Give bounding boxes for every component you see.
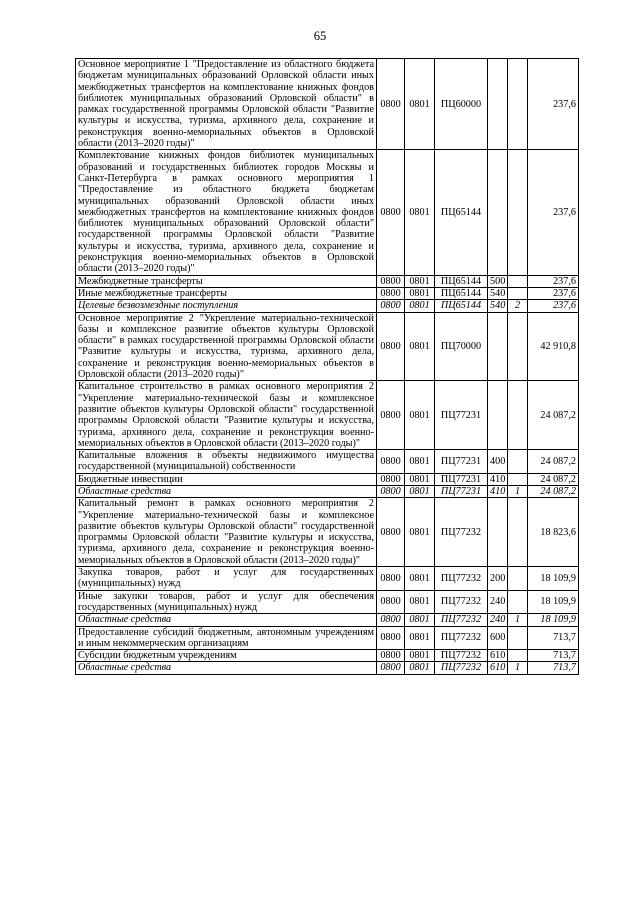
target-article-code: ПЦ77232 bbox=[435, 590, 488, 614]
section-code: 0800 bbox=[377, 381, 405, 450]
amount: 237,6 bbox=[528, 150, 579, 275]
target-article-code: ПЦ77232 bbox=[435, 650, 488, 662]
target-article-code: ПЦ70000 bbox=[435, 312, 488, 381]
target-article-code: ПЦ60000 bbox=[435, 59, 488, 150]
subsection-code: 0801 bbox=[405, 662, 435, 674]
row-description: Комплектование книжных фондов библиотек муниципальных образований и государственных библиотек городов Москвы и Санкт-Петербурга в рамках основного мероприятия 1 "Предоставление из областного бюджета бюджетам муниципальных образований Орловской области иных межбюджетных трансфертов на комплектование книжных фондов библиотек муниципальных образований Орловской области" государственной программы Орловской области "Развитие культуры и искусства, туризма, архивного дела, сохранение и реконструкция военно-мемориальных объектов в Орловской области (2013–2020 годы)" bbox=[76, 150, 377, 275]
row-description: Основное мероприятие 2 "Укрепление материально-технической базы и комплексное развитие объектов культуры Орловской области" в рамках государственной программы Орловской области "Развитие культуры и искусства, туризма, архивного дела, сохранение и реконструкция военно-мемориальных объектов в Орловской области (2013–2020 годы)" bbox=[76, 312, 377, 381]
amount: 18 109,9 bbox=[528, 614, 579, 626]
amount: 713,7 bbox=[528, 650, 579, 662]
table-row bbox=[76, 662, 579, 674]
amount: 24 087,2 bbox=[528, 450, 579, 474]
target-article-code: ПЦ77231 bbox=[435, 473, 488, 485]
section-code: 0800 bbox=[377, 567, 405, 591]
section-code: 0800 bbox=[377, 590, 405, 614]
amount: 237,6 bbox=[528, 300, 579, 312]
subsection-code: 0801 bbox=[405, 381, 435, 450]
section-code: 0800 bbox=[377, 59, 405, 150]
amount: 237,6 bbox=[528, 59, 579, 150]
row-description: Областные средства bbox=[76, 485, 377, 497]
amount: 18 109,9 bbox=[528, 590, 579, 614]
row-description: Капитальные вложения в объекты недвижимого имущества государственной (муниципальной) собственности bbox=[76, 450, 377, 474]
expense-type-code: 400 bbox=[488, 450, 508, 474]
subsection-code: 0801 bbox=[405, 300, 435, 312]
page-number: 65 bbox=[313, 29, 327, 43]
subsection-code: 0801 bbox=[405, 498, 435, 567]
funding-source-code bbox=[508, 590, 528, 614]
amount: 24 087,2 bbox=[528, 473, 579, 485]
subsection-code: 0801 bbox=[405, 626, 435, 650]
table-row bbox=[76, 287, 579, 299]
expense-type-code bbox=[488, 381, 508, 450]
funding-source-code: 2 bbox=[508, 300, 528, 312]
subsection-code: 0801 bbox=[405, 567, 435, 591]
subsection-code: 0801 bbox=[405, 590, 435, 614]
row-description: Целевые безвозмездные поступления bbox=[76, 300, 377, 312]
target-article-code: ПЦ77232 bbox=[435, 662, 488, 674]
expense-type-code: 610 bbox=[488, 650, 508, 662]
funding-source-code bbox=[508, 287, 528, 299]
amount: 713,7 bbox=[528, 626, 579, 650]
amount: 18 109,9 bbox=[528, 567, 579, 591]
row-description: Капитальное строительство в рамках основного мероприятия 2 "Укрепление материально-технической базы и комплексное развитие объектов культуры Орловской области" государственной программы Орловской области "Развитие культуры и искусства, туризма, архивного дела, сохранение и реконструкция военно-мемориальных объектов в Орловской области (2013–2020 годы)" bbox=[76, 381, 377, 450]
row-description: Предоставление субсидий бюджетным, автономным учреждениям и иным некоммерческим организациям bbox=[76, 626, 377, 650]
row-description: Межбюджетные трансферты bbox=[76, 275, 377, 287]
subsection-code: 0801 bbox=[405, 287, 435, 299]
row-description: Субсидии бюджетным учреждениям bbox=[76, 650, 377, 662]
target-article-code: ПЦ77232 bbox=[435, 498, 488, 567]
table-row bbox=[76, 275, 579, 287]
target-article-code: ПЦ65144 bbox=[435, 287, 488, 299]
funding-source-code bbox=[508, 626, 528, 650]
section-code: 0800 bbox=[377, 614, 405, 626]
amount: 18 823,6 bbox=[528, 498, 579, 567]
table-row bbox=[76, 300, 579, 312]
row-description: Иные межбюджетные трансферты bbox=[76, 287, 377, 299]
target-article-code: ПЦ77231 bbox=[435, 450, 488, 474]
row-description: Закупка товаров, работ и услуг для государственных (муниципальных) нужд bbox=[76, 567, 377, 591]
target-article-code: ПЦ65144 bbox=[435, 150, 488, 275]
funding-source-code: 1 bbox=[508, 485, 528, 497]
target-article-code: ПЦ77232 bbox=[435, 626, 488, 650]
expense-type-code: 200 bbox=[488, 567, 508, 591]
subsection-code: 0801 bbox=[405, 275, 435, 287]
subsection-code: 0801 bbox=[405, 450, 435, 474]
section-code: 0800 bbox=[377, 485, 405, 497]
expense-type-code: 240 bbox=[488, 590, 508, 614]
table-row bbox=[76, 381, 579, 450]
expense-type-code: 540 bbox=[488, 287, 508, 299]
funding-source-code bbox=[508, 59, 528, 150]
expense-type-code bbox=[488, 150, 508, 275]
expense-type-code: 600 bbox=[488, 626, 508, 650]
section-code: 0800 bbox=[377, 662, 405, 674]
subsection-code: 0801 bbox=[405, 485, 435, 497]
row-description: Капитальный ремонт в рамках основного мероприятия 2 "Укрепление материально-технической базы и комплексное развитие объектов культуры Орловской области" государственной программы Орловской области "Развитие культуры и искусства, туризма, архивного дела, сохранение и реконструкция военно-мемориальных объектов в Орловской области (2013–2020 годы)" bbox=[76, 498, 377, 567]
section-code: 0800 bbox=[377, 275, 405, 287]
section-code: 0800 bbox=[377, 650, 405, 662]
table-row bbox=[76, 567, 579, 591]
table-row bbox=[76, 485, 579, 497]
funding-source-code bbox=[508, 275, 528, 287]
funding-source-code bbox=[508, 498, 528, 567]
expense-type-code: 500 bbox=[488, 275, 508, 287]
subsection-code: 0801 bbox=[405, 59, 435, 150]
row-description: Основное мероприятие 1 "Предоставление из областного бюджета бюджетам муниципальных образований Орловской области иных межбюджетных трансфертов на комплектование книжных фондов библиотек муниципальных образований Орловской области" в рамках государственной программы Орловской области "Развитие культуры и искусства, туризма, архивного дела, сохранение и реконструкция военно-мемориальных объектов в Орловской области (2013–2020 годы)" bbox=[76, 59, 377, 150]
expense-type-code: 610 bbox=[488, 662, 508, 674]
funding-source-code bbox=[508, 473, 528, 485]
section-code: 0800 bbox=[377, 287, 405, 299]
target-article-code: ПЦ65144 bbox=[435, 275, 488, 287]
amount: 24 087,2 bbox=[528, 485, 579, 497]
subsection-code: 0801 bbox=[405, 150, 435, 275]
amount: 237,6 bbox=[528, 275, 579, 287]
subsection-code: 0801 bbox=[405, 473, 435, 485]
funding-source-code bbox=[508, 450, 528, 474]
expense-type-code: 240 bbox=[488, 614, 508, 626]
target-article-code: ПЦ77231 bbox=[435, 381, 488, 450]
amount: 24 087,2 bbox=[528, 381, 579, 450]
table-row bbox=[76, 59, 579, 150]
funding-source-code bbox=[508, 650, 528, 662]
amount: 42 910,8 bbox=[528, 312, 579, 381]
table-row bbox=[76, 150, 579, 275]
funding-source-code bbox=[508, 381, 528, 450]
table-row bbox=[76, 614, 579, 626]
target-article-code: ПЦ77232 bbox=[435, 567, 488, 591]
table-row bbox=[76, 473, 579, 485]
row-description: Областные средства bbox=[76, 662, 377, 674]
table-row bbox=[76, 498, 579, 567]
section-code: 0800 bbox=[377, 312, 405, 381]
expense-type-code bbox=[488, 498, 508, 567]
budget-table bbox=[75, 58, 579, 675]
row-description: Областные средства bbox=[76, 614, 377, 626]
expense-type-code bbox=[488, 312, 508, 381]
section-code: 0800 bbox=[377, 450, 405, 474]
table-row bbox=[76, 450, 579, 474]
subsection-code: 0801 bbox=[405, 312, 435, 381]
funding-source-code bbox=[508, 567, 528, 591]
funding-source-code bbox=[508, 150, 528, 275]
table-row bbox=[76, 650, 579, 662]
section-code: 0800 bbox=[377, 150, 405, 275]
section-code: 0800 bbox=[377, 498, 405, 567]
target-article-code: ПЦ77231 bbox=[435, 485, 488, 497]
section-code: 0800 bbox=[377, 626, 405, 650]
section-code: 0800 bbox=[377, 300, 405, 312]
target-article-code: ПЦ77232 bbox=[435, 614, 488, 626]
expense-type-code: 410 bbox=[488, 473, 508, 485]
row-description: Иные закупки товаров, работ и услуг для обеспечения государственных (муниципальных) нужд bbox=[76, 590, 377, 614]
expense-type-code: 410 bbox=[488, 485, 508, 497]
target-article-code: ПЦ65144 bbox=[435, 300, 488, 312]
expense-type-code bbox=[488, 59, 508, 150]
amount: 713,7 bbox=[528, 662, 579, 674]
expense-type-code: 540 bbox=[488, 300, 508, 312]
table-row bbox=[76, 626, 579, 650]
row-description: Бюджетные инвестиции bbox=[76, 473, 377, 485]
funding-source-code: 1 bbox=[508, 614, 528, 626]
amount: 237,6 bbox=[528, 287, 579, 299]
funding-source-code: 1 bbox=[508, 662, 528, 674]
section-code: 0800 bbox=[377, 473, 405, 485]
subsection-code: 0801 bbox=[405, 614, 435, 626]
subsection-code: 0801 bbox=[405, 650, 435, 662]
table-row bbox=[76, 590, 579, 614]
funding-source-code bbox=[508, 312, 528, 381]
table-row bbox=[76, 312, 579, 381]
